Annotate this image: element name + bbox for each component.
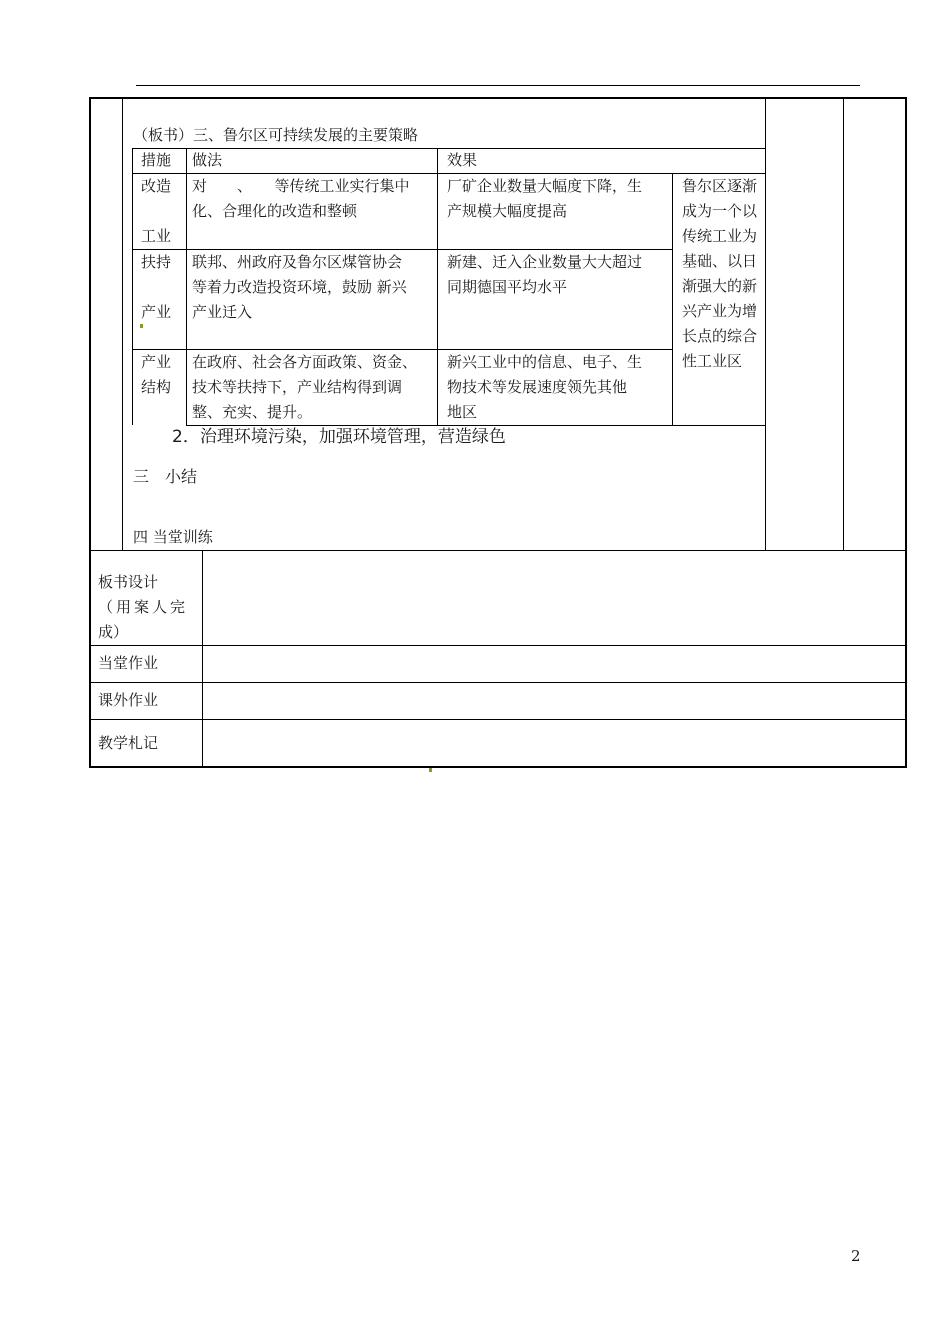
table-col-3 xyxy=(672,173,673,425)
row3-method-line2: 技术等扶持下，产业结构得到调 xyxy=(192,378,403,396)
summary-line-5: 渐强大的新 xyxy=(682,277,758,295)
page-number: 2 xyxy=(851,1247,861,1265)
classwork-label: 当堂作业 xyxy=(98,654,159,672)
summary-line-7: 长点的综合 xyxy=(682,327,758,345)
bottom-label-divider xyxy=(202,550,203,767)
row2-measure-line1: 扶持 xyxy=(141,253,172,271)
row2-method-line3: 产业迁入 xyxy=(192,303,253,321)
row3-method-line3: 整、充实、提升。 xyxy=(192,403,313,421)
summary-line-4: 基础、以日 xyxy=(682,252,758,270)
section-three-summary: 三 小结 xyxy=(133,467,198,486)
header-measure: 措施 xyxy=(141,151,172,169)
outer-frame-bottom xyxy=(89,766,907,768)
row3-measure-line1: 产业 xyxy=(141,353,172,371)
row3-method-line1: 在政府、社会各方面政策、资金、 xyxy=(192,353,418,371)
upper-right-divider-1 xyxy=(765,98,766,550)
row2-effect-line1: 新建、迁入企业数量大大超过 xyxy=(447,253,643,271)
row1-measure-line1: 改造 xyxy=(141,177,172,195)
stray-mark-bottom xyxy=(429,768,432,772)
bottom-rule-3 xyxy=(90,682,906,683)
row3-measure-line2: 结构 xyxy=(141,378,172,396)
table-col-left xyxy=(132,148,133,425)
point-two-text: 2．治理环境污染，加强环境管理，营造绿色 xyxy=(172,427,506,447)
table-col-2 xyxy=(437,148,438,425)
section-heading: （板书）三、鲁尔区可持续发展的主要策略 xyxy=(133,126,419,144)
row2-method-line1: 联邦、州政府及鲁尔区煤管协会 xyxy=(192,253,403,271)
bottom-rule-1 xyxy=(90,550,906,551)
row3-effect-line1: 新兴工业中的信息、电子、生 xyxy=(447,353,643,371)
homework-label: 课外作业 xyxy=(98,691,159,709)
bottom-rule-2 xyxy=(90,645,906,646)
row3-effect-line2: 物技术等发展速度领先其他 xyxy=(447,378,628,396)
row3-effect-line3: 地区 xyxy=(447,403,478,421)
row2-measure-line2: 产业 xyxy=(141,303,172,321)
stray-mark xyxy=(140,324,143,328)
bottom-rule-4 xyxy=(90,719,906,720)
row1-method-line1: 对 、 等传统工业实行集中 xyxy=(192,177,410,195)
summary-line-8: 性工业区 xyxy=(682,352,743,370)
outer-frame-top xyxy=(89,97,907,99)
header-effect: 效果 xyxy=(447,151,478,169)
row2-method-line2: 等着力改造投资环境，鼓励 新兴 xyxy=(192,278,407,296)
header-method: 做法 xyxy=(192,151,223,169)
row1-effect-line1: 厂矿企业数量大幅度下降，生 xyxy=(447,177,643,195)
summary-line-1: 鲁尔区逐渐 xyxy=(682,177,758,195)
board-design-label-1: 板书设计 xyxy=(98,573,159,591)
section-four-practice: 四 当堂训练 xyxy=(133,528,213,546)
outer-frame-right xyxy=(905,97,907,768)
summary-line-6: 兴产业为增 xyxy=(682,302,758,320)
upper-right-divider-2 xyxy=(843,98,844,550)
row1-measure-line2: 工业 xyxy=(141,227,172,245)
header-rule xyxy=(136,85,860,86)
outer-frame-left xyxy=(89,97,91,768)
row1-method-line2: 化、合理化的改造和整顿 xyxy=(192,202,358,220)
board-design-label-2: （用案人完 xyxy=(98,598,189,616)
summary-line-2: 成为一个以 xyxy=(682,202,758,220)
table-col-1 xyxy=(186,148,187,425)
board-design-label-3: 成） xyxy=(98,623,129,641)
row2-effect-line2: 同期德国平均水平 xyxy=(447,278,568,296)
teaching-notes-label: 教学札记 xyxy=(98,734,159,752)
upper-left-divider xyxy=(122,98,123,550)
row1-effect-line2: 产规模大幅度提高 xyxy=(447,202,568,220)
summary-line-3: 传统工业为 xyxy=(682,227,758,245)
